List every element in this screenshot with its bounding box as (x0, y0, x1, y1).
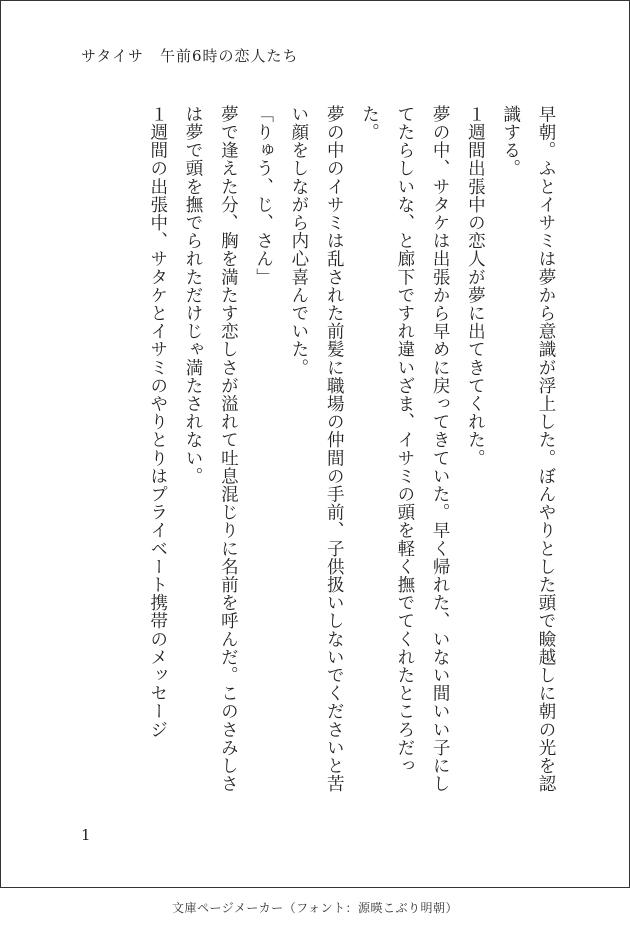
footer-caption: 文庫ページメーカー（フォント：源暎こぶり明朝） (171, 901, 459, 915)
vertical-text-body (67, 105, 563, 795)
paragraph: １週間出張中の恋人が夢に出てきてくれた。 (465, 105, 486, 467)
running-header-title: サタイサ 午前6時の恋人たち (81, 47, 299, 65)
dialogue-line: 「りゅう、じ、さん」 (253, 105, 274, 286)
paragraph: １週間の出張中、サタケとイサミのやりとりはプライベート携帯のメッセージ (147, 105, 168, 739)
paragraph: 夢で逢えた分、胸を満たす恋しさが溢れて吐息混じりに名前を呼んだ。このさみしさは夢で頭を撫でられただけじゃ満たされない。 (183, 105, 239, 793)
page-number: 1 (81, 826, 91, 844)
paragraph: 夢の中のイサミは乱された前髪に職場の仲間の手前、子供扱いしないでくださいと苦い顔をしながら内心喜んでいた。 (288, 105, 345, 793)
paragraph: 夢の中、サタケは出張から早めに戻ってきていた。早く帰れた、いない間いい子にしてたらしいな、と廊下ですれ違いざま、イサミの頭を軽く撫でてくれたところだった。 (359, 105, 451, 793)
paragraph: 早朝。ふとイサミは夢から意識が浮上した。ぼんやりとした頭で瞼越しに朝の光を認識する。 (500, 105, 556, 793)
